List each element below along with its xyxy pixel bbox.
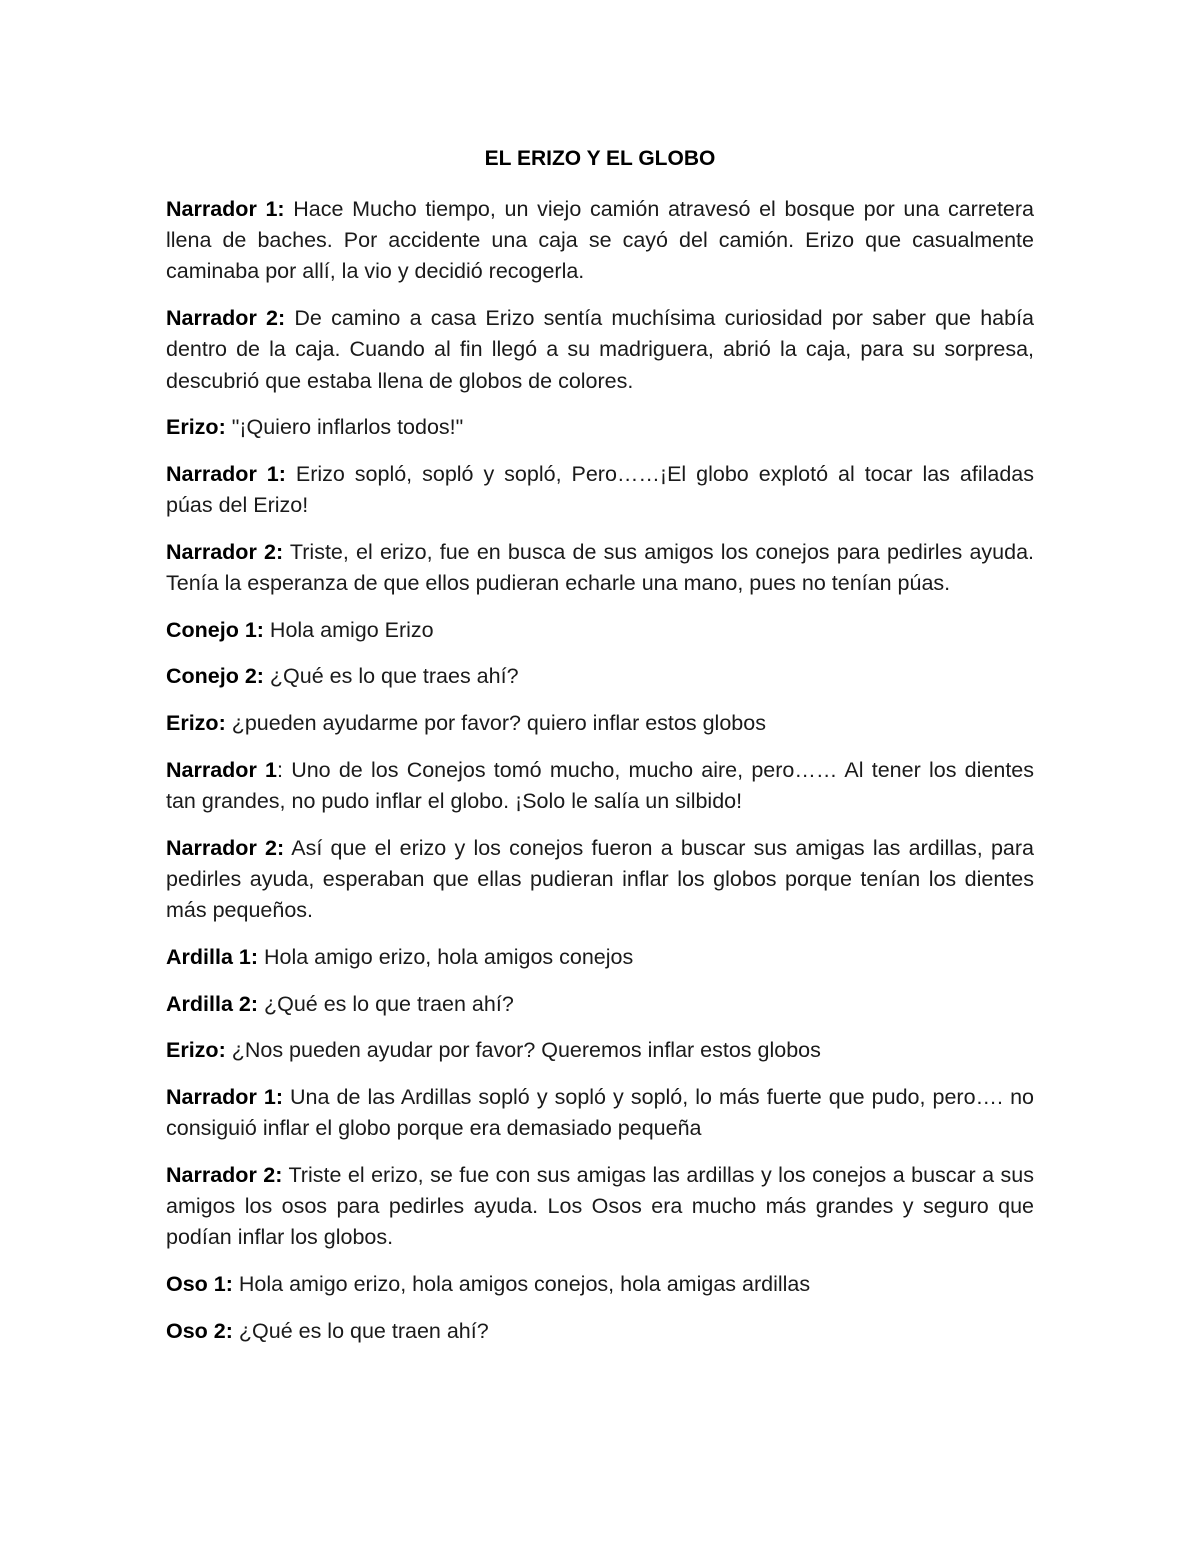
speaker-label: Narrador 1: <box>166 1084 283 1109</box>
dialogue-paragraph <box>166 1269 1034 1300</box>
dialogue-paragraph <box>166 661 1034 692</box>
dialogue-text: "¡Quiero inflarlos todos!" <box>225 415 464 440</box>
document-title: EL ERIZO Y EL GLOBO <box>484 147 716 170</box>
dialogue-text: : Uno de los Conejos tomó mucho, mucho aire, pero…… Al tener los dientes tan grandes, no pudo inflar el globo. ¡Solo le salía un silbido! <box>166 757 1034 814</box>
dialogue-text: ¿Qué es lo que traen ahí? <box>232 1318 489 1343</box>
speaker-label: Narrador 2: <box>166 835 285 860</box>
speaker-label: Erizo: <box>166 711 226 736</box>
speaker-label: Narrador 1 <box>166 757 277 782</box>
speaker-label: Erizo: <box>166 1038 226 1063</box>
dialogue-paragraph <box>166 833 1034 927</box>
dialogue-paragraph <box>166 459 1034 521</box>
speaker-label: Oso 2: <box>166 1318 233 1343</box>
dialogue-text: ¿pueden ayudarme por favor? quiero inflar estos globos <box>225 711 766 736</box>
dialogue-paragraph <box>166 755 1034 817</box>
dialogue-text: Una de las Ardillas sopló y sopló y sopló, lo más fuerte que pudo, pero…. no consiguió inflar el globo porque era demasiado pequeña <box>166 1084 1034 1141</box>
dialogue-text: ¿Qué es lo que traes ahí? <box>263 664 519 689</box>
speaker-label: Narrador 1: <box>166 197 285 221</box>
speaker-label: Conejo 1: <box>166 617 264 642</box>
dialogue-paragraph <box>166 1160 1034 1254</box>
speaker-label: Narrador 2: <box>166 306 286 331</box>
dialogue-paragraph <box>166 708 1034 739</box>
speaker-label: Narrador 1: <box>166 461 286 486</box>
dialogue-text: ¿Nos pueden ayudar por favor? Queremos inflar estos globos <box>225 1038 821 1063</box>
dialogue-text: Hola amigo erizo, hola amigos conejos <box>258 944 634 969</box>
dialogue-text: Erizo sopló, sopló y sopló, Pero……¡El globo explotó al tocar las afiladas púas del Erizo! <box>166 461 1034 518</box>
dialogue-text: Hola amigo erizo, hola amigos conejos, hola amigas ardillas <box>232 1271 811 1296</box>
dialogue-text: Así que el erizo y los conejos fueron a buscar sus amigas las ardillas, para pedirles ayuda, esperaban que ellas pudieran inflar los globos porque tenían los dientes más pequeños. <box>166 835 1034 923</box>
speaker-label: Ardilla 1: <box>166 944 258 969</box>
script-body <box>166 194 1034 1362</box>
dialogue-paragraph <box>166 1082 1034 1144</box>
speaker-label: Oso 1: <box>166 1271 233 1296</box>
dialogue-text: Hola amigo Erizo <box>263 617 434 642</box>
dialogue-paragraph <box>166 194 1034 288</box>
speaker-label: Erizo: <box>166 415 226 440</box>
dialogue-paragraph <box>166 615 1034 646</box>
dialogue-paragraph <box>166 1035 1034 1066</box>
dialogue-paragraph <box>166 1316 1034 1347</box>
speaker-label: Narrador 2: <box>166 539 284 564</box>
dialogue-paragraph <box>166 537 1034 599</box>
speaker-label: Conejo 2: <box>166 664 264 689</box>
dialogue-paragraph <box>166 942 1034 973</box>
dialogue-text: Triste el erizo, se fue con sus amigas las ardillas y los conejos a buscar a sus amigos los osos para pedirles ayuda. Los Osos era mucho más grandes y seguro que podían inflar los globos. <box>166 1162 1034 1250</box>
dialogue-paragraph <box>166 303 1034 397</box>
dialogue-paragraph <box>166 989 1034 1020</box>
dialogue-paragraph <box>166 412 1034 443</box>
dialogue-text: Triste, el erizo, fue en busca de sus amigos los conejos para pedirles ayuda. Tenía la esperanza de que ellos pudieran echarle una mano, pues no tenían púas. <box>166 539 1034 596</box>
dialogue-text: Hace Mucho tiempo, un viejo camión atravesó el bosque por una carretera llena de baches. Por accidente una caja se cayó del camión. Erizo que casualmente caminaba por allí, la vio y decidió recogerla. <box>166 197 1034 284</box>
speaker-label: Ardilla 2: <box>166 991 258 1016</box>
dialogue-text: De camino a casa Erizo sentía muchísima curiosidad por saber que había dentro de la caja. Cuando al fin llegó a su madriguera, abrió la caja, para su sorpresa, descubrió que estaba llena de globos de colores. <box>166 306 1034 393</box>
dialogue-text: ¿Qué es lo que traen ahí? <box>258 991 514 1016</box>
speaker-label: Narrador 2: <box>166 1162 283 1187</box>
